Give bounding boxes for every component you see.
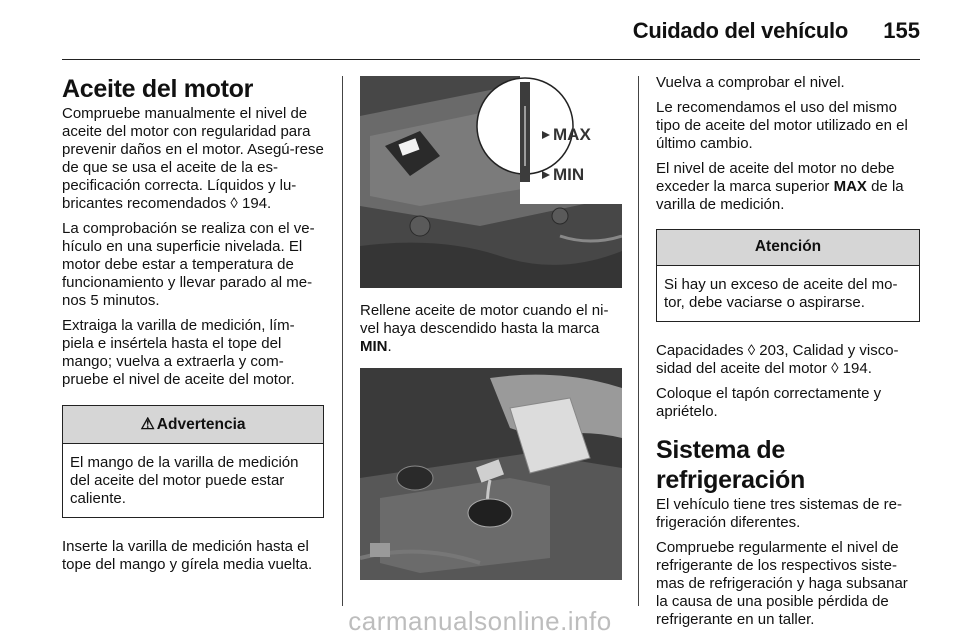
column-2 <box>360 74 622 580</box>
paragraph <box>656 160 920 214</box>
paragraph: El vehículo tiene tres sistemas de re-frigeración diferentes. <box>656 496 902 531</box>
paragraph: Capacidades ◊ 203, Calidad y visco-sidad del aceite del motor ◊ 194. <box>656 342 899 377</box>
paragraph: Le recomendamos el uso del mismo tipo de aceite del motor utilizado en el último cambio. <box>656 99 908 152</box>
paragraph: Vuelva a comprobar el nivel. <box>656 74 845 91</box>
paragraph: La comprobación se realiza con el ve-hículo en una superficie nivelada. El motor debe estar a temperatura de funcionamiento y llevar parado al me-nos 5 minutos. <box>62 220 315 309</box>
text-span: Rellene aceite de motor cuando el ni-vel haya descendido hasta la marca <box>360 302 609 337</box>
engine-dipstick-illustration <box>360 76 622 288</box>
warning-title: Advertencia <box>156 416 246 433</box>
paragraph: Coloque el tapón correctamente y apriételo. <box>656 385 882 420</box>
attention-text: Si hay un exceso de aceite del mo-tor, debe vaciarse o aspirarse. <box>664 276 898 311</box>
paragraph: Inserte la varilla de medición hasta el tope del mango y gírela media vuelta. <box>62 538 313 573</box>
text-span: El nivel de aceite del motor no debe exceder la marca superior <box>656 160 895 195</box>
attention-title: Atención <box>657 230 919 266</box>
text-span: de la varilla de medición. <box>656 178 904 213</box>
warning-text: El mango de la varilla de medición del aceite del motor puede estar caliente. <box>70 454 299 507</box>
heading-cooling-system: Sistema de refrigeración <box>656 436 805 494</box>
min-mark: MIN <box>360 338 388 355</box>
attention-box <box>656 229 920 322</box>
oil-refill-figure <box>360 368 622 580</box>
warning-header <box>63 406 323 444</box>
page-header <box>0 0 960 64</box>
column-divider <box>638 76 639 606</box>
paragraph: Compruebe regularmente el nivel de refrigerante de los respectivos siste-mas de refrigeración y haga subsanar la causa de una posible pérdida de refrigerante en un taller. <box>656 539 908 628</box>
column-divider <box>342 76 343 606</box>
dipstick-figure <box>360 76 622 288</box>
column-3 <box>656 74 920 636</box>
paragraph: Compruebe manualmente el nivel de aceite del motor con regularidad para prevenir daños en el motor. Asegú-rese de que se usa el aceite de la es-pecificación correcta. Líquidos y lu-bricantes recomendados ◊ 194. <box>62 105 324 212</box>
warning-box <box>62 405 324 518</box>
section-title: Cuidado del vehículo <box>632 18 848 43</box>
min-label: MIN <box>553 165 585 184</box>
heading-engine-oil: Aceite del motor <box>62 75 254 103</box>
oil-refill-illustration <box>360 368 622 580</box>
page-number: 155 <box>883 18 920 43</box>
max-label: MAX <box>553 125 591 144</box>
header-divider <box>62 59 920 60</box>
column-1 <box>62 74 324 581</box>
paragraph: Extraiga la varilla de medición, lím-piela e insértela hasta el tope del mango; vuelva a extraerla y com-pruebe el nivel de aceite del motor. <box>62 317 295 388</box>
warning-triangle-icon: ⚠ <box>140 416 155 433</box>
watermark: carmanualsonline.info <box>348 606 612 636</box>
paragraph <box>360 302 622 356</box>
max-mark: MAX <box>833 178 867 195</box>
text-span: . <box>387 338 392 355</box>
